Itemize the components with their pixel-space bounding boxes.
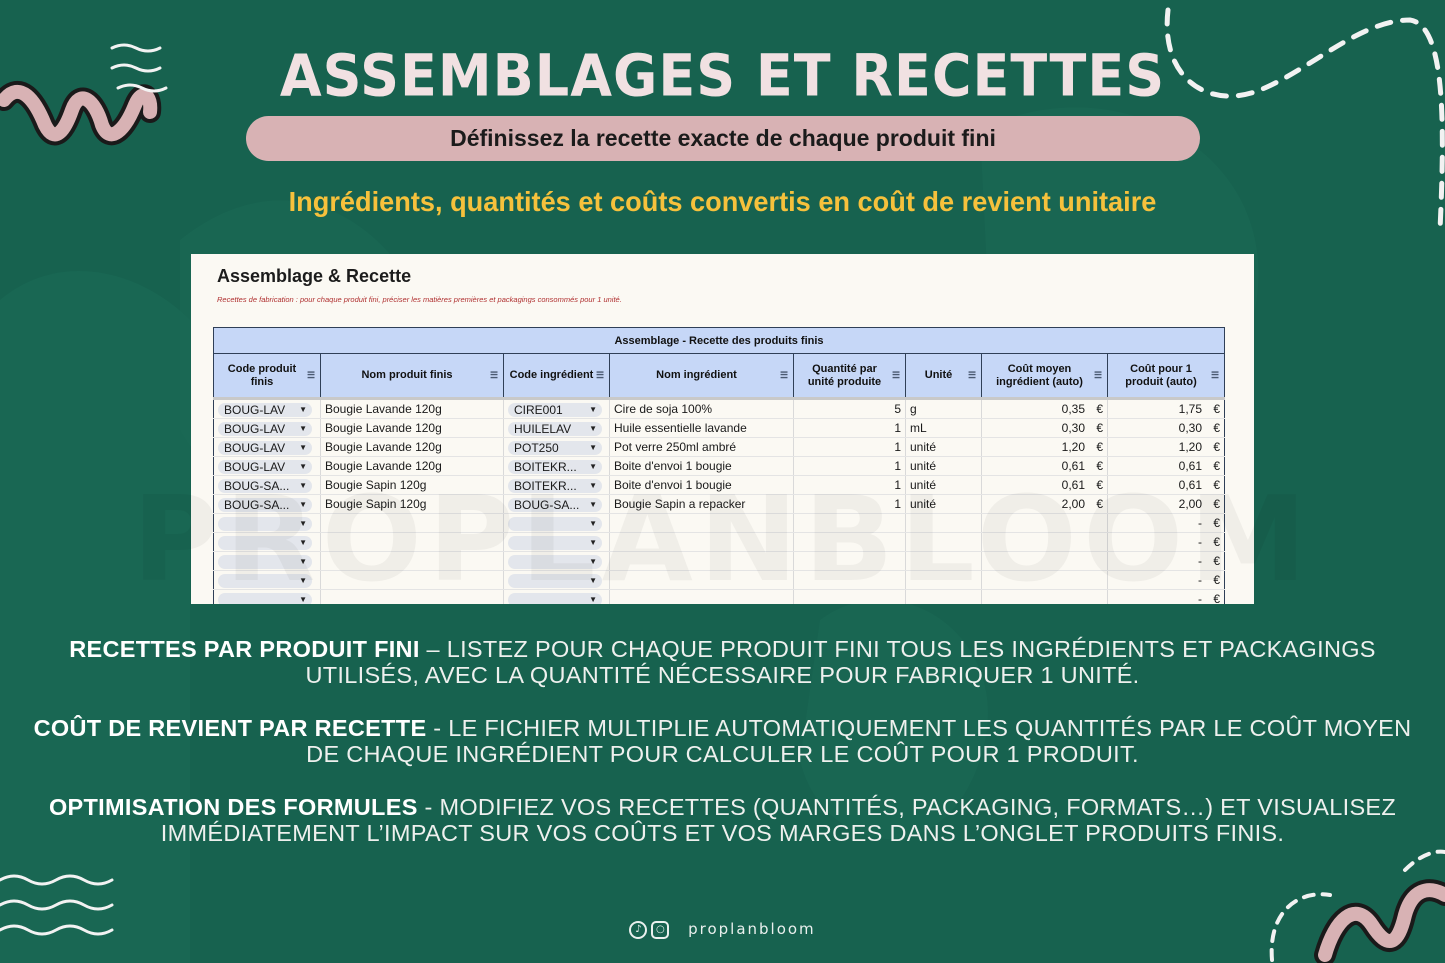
dropdown-value: BOITEKR...: [514, 459, 577, 474]
code-ingredient-cell[interactable]: [504, 438, 610, 457]
cout-unitaire-cell[interactable]: [1108, 438, 1225, 457]
instagram-icon[interactable]: ○: [651, 921, 669, 939]
nom-produit-cell[interactable]: [321, 399, 504, 419]
dropdown-arrow-icon[interactable]: ▼: [299, 594, 307, 604]
dropdown-arrow-icon[interactable]: ▼: [589, 461, 597, 471]
cout-unitaire-cell[interactable]: [1108, 399, 1225, 419]
filter-icon[interactable]: ☰: [489, 370, 499, 380]
currency-symbol: €: [1096, 421, 1103, 435]
filter-icon[interactable]: ☰: [306, 370, 316, 380]
dropdown-value: BOUG-SA...: [224, 478, 290, 493]
cout-moyen-cell-value: 0,61: [1061, 478, 1085, 492]
currency-symbol: €: [1096, 402, 1103, 416]
nom-produit-cell[interactable]: [321, 495, 504, 514]
currency-symbol: €: [1213, 592, 1220, 604]
quantite-cell-value: 1: [894, 497, 901, 511]
cout-unitaire-cell[interactable]: [1108, 514, 1225, 533]
unite-cell[interactable]: [906, 419, 982, 438]
cout-unitaire-cell-value: 1,75: [1178, 402, 1202, 416]
nom-produit-cell-value: Bougie Lavande 120g: [325, 440, 442, 454]
tiktok-icon[interactable]: ♪: [629, 921, 647, 939]
cout-moyen-cell[interactable]: [982, 533, 1108, 552]
nom-ingredient-cell[interactable]: [610, 399, 794, 419]
cout-unitaire-cell-value: 0,61: [1178, 459, 1202, 473]
cout-moyen-cell[interactable]: [982, 571, 1108, 590]
table-row: [214, 438, 1225, 457]
cout-moyen-cell-value: 2,00: [1061, 497, 1085, 511]
dropdown-chip[interactable]: [218, 498, 312, 512]
nom-ingredient-cell[interactable]: [610, 571, 794, 590]
dropdown-value: HUILELAV: [514, 421, 572, 436]
dropdown-arrow-icon[interactable]: ▼: [299, 499, 307, 509]
table-row: [214, 533, 1225, 552]
unite-cell[interactable]: [906, 495, 982, 514]
table-body: [214, 399, 1225, 605]
unite-cell-value: unité: [910, 440, 937, 454]
nom-ingredient-cell-value: Boite d'envoi 1 bougie: [614, 478, 732, 492]
filter-icon[interactable]: ☰: [891, 370, 901, 380]
feature-title: COÛT DE REVIENT PAR RECETTE: [33, 715, 427, 741]
nom-ingredient-cell[interactable]: [610, 552, 794, 571]
dropdown-arrow-icon[interactable]: ▼: [299, 480, 307, 490]
dropdown-value: BOUG-LAV: [224, 440, 286, 455]
dropdown-chip[interactable]: [508, 536, 602, 550]
column-header-label: Unité: [924, 369, 953, 381]
cout-unitaire-cell[interactable]: [1108, 457, 1225, 476]
currency-symbol: €: [1213, 497, 1220, 511]
dropdown-value: BOUG-LAV: [224, 402, 286, 417]
dropdown-chip[interactable]: [218, 460, 312, 474]
column-header-label: Code ingrédient: [509, 369, 594, 381]
column-header-label: Code produit finis: [227, 362, 297, 388]
dropdown-chip[interactable]: [218, 536, 312, 550]
cout-moyen-cell-value: 0,61: [1061, 459, 1085, 473]
cout-moyen-cell[interactable]: [982, 457, 1108, 476]
cout-unitaire-cell-value: -: [1198, 554, 1202, 568]
quantite-cell[interactable]: [794, 419, 906, 438]
cout-moyen-cell[interactable]: [982, 399, 1108, 419]
cout-moyen-cell-value: 0,35: [1061, 402, 1085, 416]
code-ingredient-cell[interactable]: [504, 590, 610, 605]
quantite-cell[interactable]: [794, 571, 906, 590]
dropdown-arrow-icon[interactable]: ▼: [299, 575, 307, 585]
cout-moyen-cell-value: 1,20: [1061, 440, 1085, 454]
filter-icon[interactable]: ☰: [1210, 370, 1220, 380]
cout-unitaire-cell-value: 2,00: [1178, 497, 1202, 511]
table-row: [214, 419, 1225, 438]
cout-unitaire-cell-value: -: [1198, 516, 1202, 530]
code-produit-cell[interactable]: [214, 419, 321, 438]
dropdown-chip[interactable]: [508, 574, 602, 588]
nom-ingredient-cell[interactable]: [610, 533, 794, 552]
cout-moyen-cell[interactable]: [982, 495, 1108, 514]
unite-cell-value: unité: [910, 497, 937, 511]
sheet-title: Assemblage & Recette: [217, 266, 412, 286]
cout-unitaire-cell[interactable]: [1108, 590, 1225, 605]
code-produit-cell[interactable]: [214, 514, 321, 533]
dropdown-arrow-icon[interactable]: ▼: [589, 423, 597, 433]
dropdown-value: CIRE001: [514, 402, 563, 417]
cout-moyen-cell[interactable]: [982, 514, 1108, 533]
cout-unitaire-cell[interactable]: [1108, 533, 1225, 552]
cout-unitaire-cell-value: -: [1198, 592, 1202, 604]
nom-produit-cell[interactable]: [321, 571, 504, 590]
dropdown-chip[interactable]: [218, 517, 312, 531]
nom-ingredient-cell[interactable]: [610, 419, 794, 438]
nom-produit-cell[interactable]: [321, 457, 504, 476]
dropdown-value: BOUG-LAV: [224, 421, 286, 436]
dropdown-chip[interactable]: [218, 441, 312, 455]
code-produit-cell[interactable]: [214, 438, 321, 457]
table-row: [214, 552, 1225, 571]
sheet-description: Recettes de fabrication : pour chaque produit fini, préciser les matières premières et packagings consommés pour 1 unité.: [217, 295, 622, 304]
filter-icon[interactable]: ☰: [779, 370, 789, 380]
dropdown-chip[interactable]: [218, 555, 312, 569]
quantite-cell[interactable]: [794, 552, 906, 571]
table-row: [214, 495, 1225, 514]
table-row: [214, 590, 1225, 605]
dropdown-arrow-icon[interactable]: ▼: [299, 461, 307, 471]
unite-cell[interactable]: [906, 457, 982, 476]
nom-ingredient-cell[interactable]: [610, 495, 794, 514]
code-ingredient-cell[interactable]: [504, 476, 610, 495]
dropdown-value: BOUG-SA...: [224, 497, 290, 512]
currency-symbol: €: [1213, 573, 1220, 587]
subtitle-pill: Définissez la recette exacte de chaque produit fini: [246, 116, 1200, 161]
currency-symbol: €: [1213, 516, 1220, 530]
currency-symbol: €: [1213, 535, 1220, 549]
cout-moyen-cell[interactable]: [982, 419, 1108, 438]
table-row: [214, 399, 1225, 419]
unite-cell[interactable]: [906, 571, 982, 590]
nom-produit-cell-value: Bougie Sapin 120g: [325, 478, 427, 492]
unite-cell-value: unité: [910, 459, 937, 473]
currency-symbol: €: [1213, 554, 1220, 568]
column-header-1[interactable]: [321, 354, 504, 399]
dropdown-chip[interactable]: [218, 403, 312, 417]
code-ingredient-cell[interactable]: [504, 514, 610, 533]
code-ingredient-cell[interactable]: [504, 399, 610, 419]
column-header-6[interactable]: [982, 354, 1108, 399]
code-produit-cell[interactable]: [214, 533, 321, 552]
code-ingredient-cell[interactable]: [504, 495, 610, 514]
column-header-3[interactable]: [610, 354, 794, 399]
cout-moyen-cell[interactable]: [982, 590, 1108, 605]
nom-produit-cell[interactable]: [321, 419, 504, 438]
column-header-2[interactable]: [504, 354, 610, 399]
table-row: [214, 514, 1225, 533]
dropdown-arrow-icon[interactable]: ▼: [589, 442, 597, 452]
dropdown-value: BOITEKR...: [514, 478, 577, 493]
column-header-label: Quantité par unité produite: [807, 362, 882, 388]
dropdown-chip[interactable]: [508, 498, 602, 512]
quantite-cell-value: 1: [894, 421, 901, 435]
dropdown-chip[interactable]: [508, 403, 602, 417]
table-row: [214, 457, 1225, 476]
code-produit-cell[interactable]: [214, 571, 321, 590]
cout-unitaire-cell-value: -: [1198, 573, 1202, 587]
feature-text: - LE FICHIER MULTIPLIE AUTOMATIQUEMENT LES QUANTITÉS PAR LE COÛT MOYEN DE CHAQUE INGRÉDIENT POUR CALCULER LE COÛT POUR 1 PRODUIT.: [306, 715, 1412, 767]
nom-produit-cell-value: Bougie Sapin 120g: [325, 497, 427, 511]
dropdown-chip[interactable]: [508, 593, 602, 604]
feature-paragraph: [30, 794, 1415, 846]
unite-cell[interactable]: [906, 514, 982, 533]
dropdown-chip[interactable]: [218, 479, 312, 493]
features-list: [30, 636, 1415, 873]
currency-symbol: €: [1096, 459, 1103, 473]
dropdown-chip[interactable]: [508, 422, 602, 436]
code-ingredient-cell[interactable]: [504, 552, 610, 571]
nom-produit-cell[interactable]: [321, 514, 504, 533]
dropdown-arrow-icon[interactable]: ▼: [299, 556, 307, 566]
dropdown-arrow-icon[interactable]: ▼: [299, 537, 307, 547]
dropdown-value: BOUG-SA...: [514, 497, 580, 512]
cout-unitaire-cell[interactable]: [1108, 476, 1225, 495]
unite-cell-value: unité: [910, 478, 937, 492]
dropdown-arrow-icon[interactable]: ▼: [299, 404, 307, 414]
cout-unitaire-cell-value: -: [1198, 535, 1202, 549]
nom-produit-cell[interactable]: [321, 438, 504, 457]
nom-ingredient-cell-value: Pot verre 250ml ambré: [614, 440, 737, 454]
nom-ingredient-cell[interactable]: [610, 514, 794, 533]
nom-produit-cell[interactable]: [321, 590, 504, 605]
unite-cell-value: mL: [910, 421, 927, 435]
column-header-label: Coût pour 1 produit (auto): [1125, 362, 1197, 388]
dropdown-arrow-icon[interactable]: ▼: [589, 594, 597, 604]
quantite-cell[interactable]: [794, 533, 906, 552]
dropdown-arrow-icon[interactable]: ▼: [589, 404, 597, 414]
cout-moyen-cell[interactable]: [982, 552, 1108, 571]
table-row: [214, 476, 1225, 495]
cout-unitaire-cell-value: 0,30: [1178, 421, 1202, 435]
quantite-cell[interactable]: [794, 457, 906, 476]
dropdown-chip[interactable]: [508, 460, 602, 474]
column-header-5[interactable]: [906, 354, 982, 399]
cout-unitaire-cell[interactable]: [1108, 495, 1225, 514]
tagline: Ingrédients, quantités et coûts convertis en coût de revient unitaire: [288, 186, 1157, 217]
nom-produit-cell-value: Bougie Lavande 120g: [325, 402, 442, 416]
dropdown-chip[interactable]: [508, 441, 602, 455]
code-produit-cell[interactable]: [214, 399, 321, 419]
code-produit-cell[interactable]: [214, 457, 321, 476]
quantite-cell[interactable]: [794, 438, 906, 457]
nom-ingredient-cell-value: Huile essentielle lavande: [614, 421, 747, 435]
feature-title: RECETTES PAR PRODUIT FINI: [69, 636, 420, 662]
quantite-cell[interactable]: [794, 495, 906, 514]
table-row: [214, 571, 1225, 590]
nom-ingredient-cell-value: Boite d'envoi 1 bougie: [614, 459, 732, 473]
nom-ingredient-cell[interactable]: [610, 590, 794, 605]
cout-unitaire-cell[interactable]: [1108, 552, 1225, 571]
dropdown-arrow-icon[interactable]: ▼: [589, 480, 597, 490]
unite-cell[interactable]: [906, 476, 982, 495]
currency-symbol: €: [1096, 497, 1103, 511]
page-title: ASSEMBLAGES ET RECETTES: [279, 41, 1166, 110]
dropdown-chip[interactable]: [218, 574, 312, 588]
column-header-label: Coût moyen ingrédient (auto): [996, 362, 1083, 388]
currency-symbol: €: [1096, 478, 1103, 492]
footer-handle[interactable]: proplanbloom: [688, 920, 816, 938]
dropdown-chip[interactable]: [508, 555, 602, 569]
nom-produit-cell-value: Bougie Lavande 120g: [325, 459, 442, 473]
dropdown-arrow-icon[interactable]: ▼: [299, 423, 307, 433]
unite-cell[interactable]: [906, 552, 982, 571]
dropdown-value: BOUG-LAV: [224, 459, 286, 474]
dropdown-chip[interactable]: [508, 479, 602, 493]
nom-produit-cell[interactable]: [321, 552, 504, 571]
quantite-cell[interactable]: [794, 476, 906, 495]
quantite-cell-value: 1: [894, 459, 901, 473]
code-ingredient-cell[interactable]: [504, 419, 610, 438]
code-produit-cell[interactable]: [214, 590, 321, 605]
quantite-cell-value: 1: [894, 440, 901, 454]
nom-produit-cell[interactable]: [321, 533, 504, 552]
footer: [0, 920, 1445, 939]
spreadsheet-screenshot: [191, 254, 1254, 604]
code-produit-cell[interactable]: [214, 552, 321, 571]
filter-icon[interactable]: ☰: [967, 370, 977, 380]
quantite-cell-value: 1: [894, 478, 901, 492]
dropdown-value: POT250: [514, 440, 559, 455]
code-produit-cell[interactable]: [214, 476, 321, 495]
quantite-cell[interactable]: [794, 590, 906, 605]
cout-unitaire-cell-value: 1,20: [1178, 440, 1202, 454]
dropdown-chip[interactable]: [218, 593, 312, 604]
dropdown-arrow-icon[interactable]: ▼: [299, 518, 307, 528]
filter-icon[interactable]: ☰: [595, 370, 605, 380]
unite-cell[interactable]: [906, 590, 982, 605]
filter-icon[interactable]: ☰: [1093, 370, 1103, 380]
dropdown-arrow-icon[interactable]: ▼: [589, 575, 597, 585]
column-header-7[interactable]: [1108, 354, 1225, 399]
currency-symbol: €: [1213, 440, 1220, 454]
feature-paragraph: [30, 715, 1415, 767]
currency-symbol: €: [1213, 459, 1220, 473]
code-ingredient-cell[interactable]: [504, 533, 610, 552]
code-produit-cell[interactable]: [214, 495, 321, 514]
cout-unitaire-cell[interactable]: [1108, 571, 1225, 590]
unite-cell[interactable]: [906, 399, 982, 419]
table-title: Assemblage - Recette des produits finis: [214, 328, 1225, 354]
nom-ingredient-cell[interactable]: [610, 438, 794, 457]
currency-symbol: €: [1213, 402, 1220, 416]
dropdown-arrow-icon[interactable]: ▼: [299, 442, 307, 452]
feature-text: – LISTEZ POUR CHAQUE PRODUIT FINI TOUS LES INGRÉDIENTS ET PACKAGINGS UTILISÉS, AVEC LA QUANTITÉ NÉCESSAIRE POUR FABRIQUER 1 UNITÉ.: [305, 636, 1376, 688]
currency-symbol: €: [1213, 421, 1220, 435]
nom-produit-cell[interactable]: [321, 476, 504, 495]
cout-moyen-cell-value: 0,30: [1061, 421, 1085, 435]
nom-produit-cell-value: Bougie Lavande 120g: [325, 421, 442, 435]
column-header-label: Nom ingrédient: [656, 369, 737, 381]
recipe-table: [213, 327, 1225, 604]
currency-symbol: €: [1096, 440, 1103, 454]
quantite-cell-value: 5: [894, 402, 901, 416]
unite-cell[interactable]: [906, 533, 982, 552]
column-header-0[interactable]: [214, 354, 321, 399]
cout-unitaire-cell[interactable]: [1108, 419, 1225, 438]
currency-symbol: €: [1213, 478, 1220, 492]
feature-text: - MODIFIEZ VOS RECETTES (QUANTITÉS, PACKAGING, FORMATS…) ET VISUALISEZ IMMÉDIATEMENT L’IMPACT SUR VOS COÛTS ET VOS MARGES DANS L’ONGLET PRODUITS FINIS.: [160, 794, 1397, 846]
cout-unitaire-cell-value: 0,61: [1178, 478, 1202, 492]
dropdown-chip[interactable]: [218, 422, 312, 436]
quantite-cell[interactable]: [794, 399, 906, 419]
dropdown-chip[interactable]: [508, 517, 602, 531]
column-header-label: Nom produit finis: [361, 369, 453, 381]
feature-paragraph: [30, 636, 1415, 688]
nom-ingredient-cell[interactable]: [610, 457, 794, 476]
feature-title: OPTIMISATION DES FORMULES: [48, 794, 418, 820]
dropdown-arrow-icon[interactable]: ▼: [589, 499, 597, 509]
dropdown-arrow-icon[interactable]: ▼: [589, 556, 597, 566]
nom-ingredient-cell-value: Bougie Sapin a repacker: [614, 497, 746, 511]
cout-moyen-cell[interactable]: [982, 476, 1108, 495]
cout-moyen-cell[interactable]: [982, 438, 1108, 457]
quantite-cell[interactable]: [794, 514, 906, 533]
nom-ingredient-cell-value: Cire de soja 100%: [614, 402, 713, 416]
code-ingredient-cell[interactable]: [504, 457, 610, 476]
dropdown-arrow-icon[interactable]: ▼: [589, 518, 597, 528]
nom-ingredient-cell[interactable]: [610, 476, 794, 495]
column-header-row: [214, 354, 1225, 399]
unite-cell[interactable]: [906, 438, 982, 457]
dropdown-arrow-icon[interactable]: ▼: [589, 537, 597, 547]
code-ingredient-cell[interactable]: [504, 571, 610, 590]
unite-cell-value: g: [910, 402, 917, 416]
column-header-4[interactable]: [794, 354, 906, 399]
